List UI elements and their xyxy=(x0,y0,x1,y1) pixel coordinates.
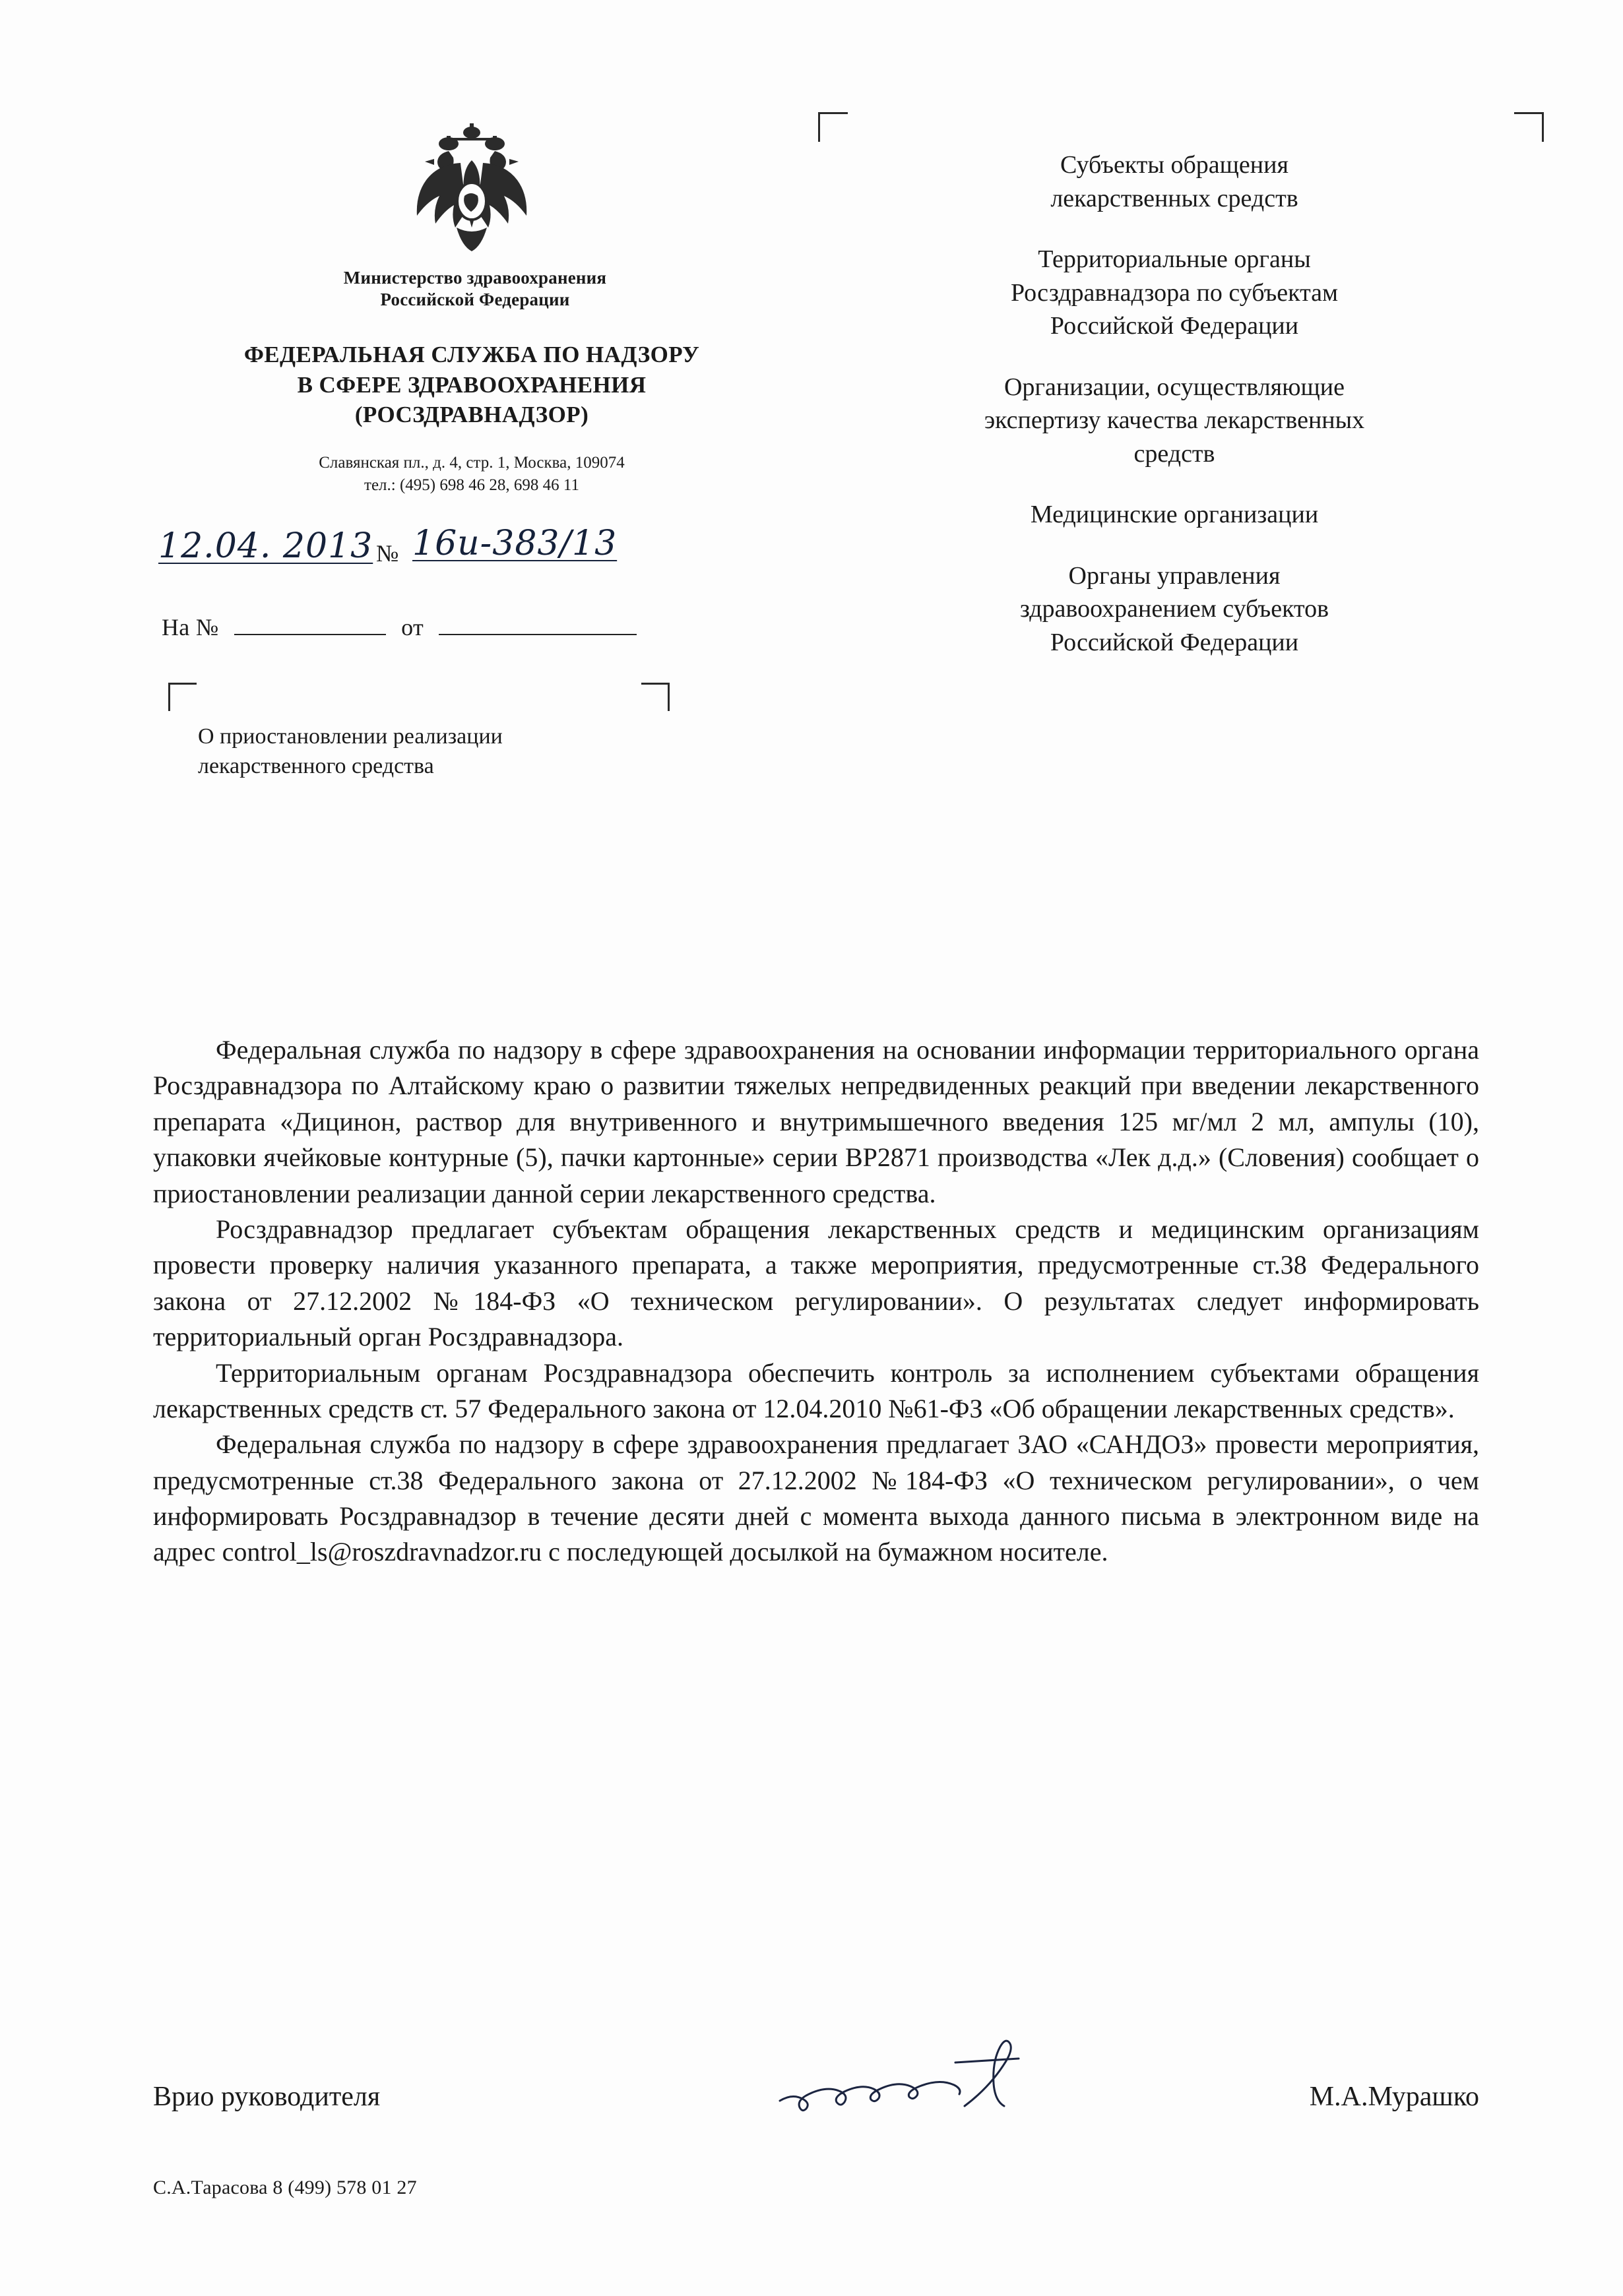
addressee-item-3: Организации, осуществляющие экспертизу качества лекарственных средств xyxy=(984,373,1365,468)
bracket-left-icon xyxy=(168,683,197,711)
body-paragraph-1: Федеральная служба по надзору в сфере здравоохранения на основании информации территориального органа Росздравнадзора по Алтайскому краю о развитии тяжелых непредвиденных реакций при введении лекарственного препарата «Дицинон, раствор для внутривенного и внутримышечного введения 125 мг/мл 2 мл, ампулы (10), упаковки ячейковые контурные (5), пачки картонные» серии ВР2871 производства «Лек д.д.» (Словения) сообщает о приостановлении реализации данной серии лекарственного средства. xyxy=(153,1035,1479,1208)
addressee-item-5: Органы управления здравоохранением субъектов Российской Федерации xyxy=(1019,561,1329,656)
addressee-block xyxy=(798,112,1544,838)
agency-address xyxy=(198,452,746,497)
reply-reference-line xyxy=(162,613,637,641)
reply-from-label: от xyxy=(401,614,424,640)
addressee-bracket-left-icon xyxy=(818,112,848,142)
address-line-2: тел.: (495) 698 46 28, 698 46 11 xyxy=(364,476,579,494)
agency-name xyxy=(132,340,812,430)
addressee-item-4: Медицинские организации xyxy=(1030,501,1319,529)
document-date: 12.04. 2013 xyxy=(158,526,373,566)
letterhead xyxy=(0,92,1623,950)
document-number: 16и-383/13 xyxy=(412,524,618,563)
agency-line-2: В СФЕРЕ ЗДРАВООХРАНЕНИЯ xyxy=(297,371,647,398)
subject-line-1: О приостановлении реализации xyxy=(198,724,503,749)
subject-text xyxy=(198,722,503,782)
signature-row xyxy=(153,2081,1479,2140)
body-paragraph-4: Федеральная служба по надзору в сфере здравоохранения предлагает ЗАО «САНДОЗ» провести мероприятия, предусмотренные ст.38 Федерального закона от 27.12.2002 №184-ФЗ «О техническом регулировании», о чем информировать Росздравнадзор в течение десяти дней с момента выхода данного письма в электронном виде на адрес control_ls@roszdravnadzor.ru с последующей досылкой на бумажном носителе. xyxy=(153,1429,1479,1567)
signer-title: Врио руководителя xyxy=(153,2082,381,2112)
addressee-bracket-right-icon xyxy=(1514,112,1544,142)
ministry-line-1: Министерство здравоохранения xyxy=(343,268,607,288)
agency-line-3: (РОСЗДРАВНАДЗОР) xyxy=(354,402,589,427)
addressee-item-1: Субъекты обращения лекарственных средств xyxy=(1050,151,1298,212)
ministry-line-2: Российской Федерации xyxy=(380,289,570,309)
addressee-list xyxy=(825,148,1524,659)
address-line-1: Славянская пл., д. 4, стр. 1, Москва, 109074 xyxy=(319,454,625,472)
bracket-right-icon xyxy=(641,683,670,711)
signer-name: М.А.Мурашко xyxy=(1309,2082,1479,2112)
handwritten-signature-icon xyxy=(767,2022,1110,2127)
reply-number-blank xyxy=(234,615,386,635)
russian-double-headed-eagle-emblem xyxy=(409,122,534,264)
reply-prefix-label: На № xyxy=(162,614,219,640)
letter-body xyxy=(153,1032,1479,1570)
reply-date-blank xyxy=(439,615,637,635)
executor-contact: С.А.Тарасова 8 (499) 578 01 27 xyxy=(153,2177,417,2198)
number-symbol: № xyxy=(376,540,399,567)
subject-line-2: лекарственного средства xyxy=(198,753,434,778)
body-paragraph-2: Росздравнадзор предлагает субъектам обращения лекарственных средств и медицинским организациям провести проверку наличия указанного препарата, а также мероприятия, предусмотренные ст.38 Федерального закона от 27.12.2002 №184-ФЗ «О техническом регулировании». О результатах следует информировать территориальный орган Росздравнадзора. xyxy=(153,1214,1479,1352)
addressee-item-2: Территориальные органы Росздравнадзора по субъектам Российской Федерации xyxy=(1010,245,1339,340)
ministry-name xyxy=(257,267,693,311)
agency-line-1: ФЕДЕРАЛЬНАЯ СЛУЖБА ПО НАДЗОРУ xyxy=(243,342,700,367)
body-paragraph-3: Территориальным органам Росздравнадзора обеспечить контроль за исполнением субъектами обращения лекарственных средств ст. 57 Федерального закона от 12.04.2010 №61-ФЗ «Об обращении лекарственных средств». xyxy=(153,1357,1479,1423)
subject-block xyxy=(168,683,769,782)
date-and-number-line xyxy=(158,520,858,599)
